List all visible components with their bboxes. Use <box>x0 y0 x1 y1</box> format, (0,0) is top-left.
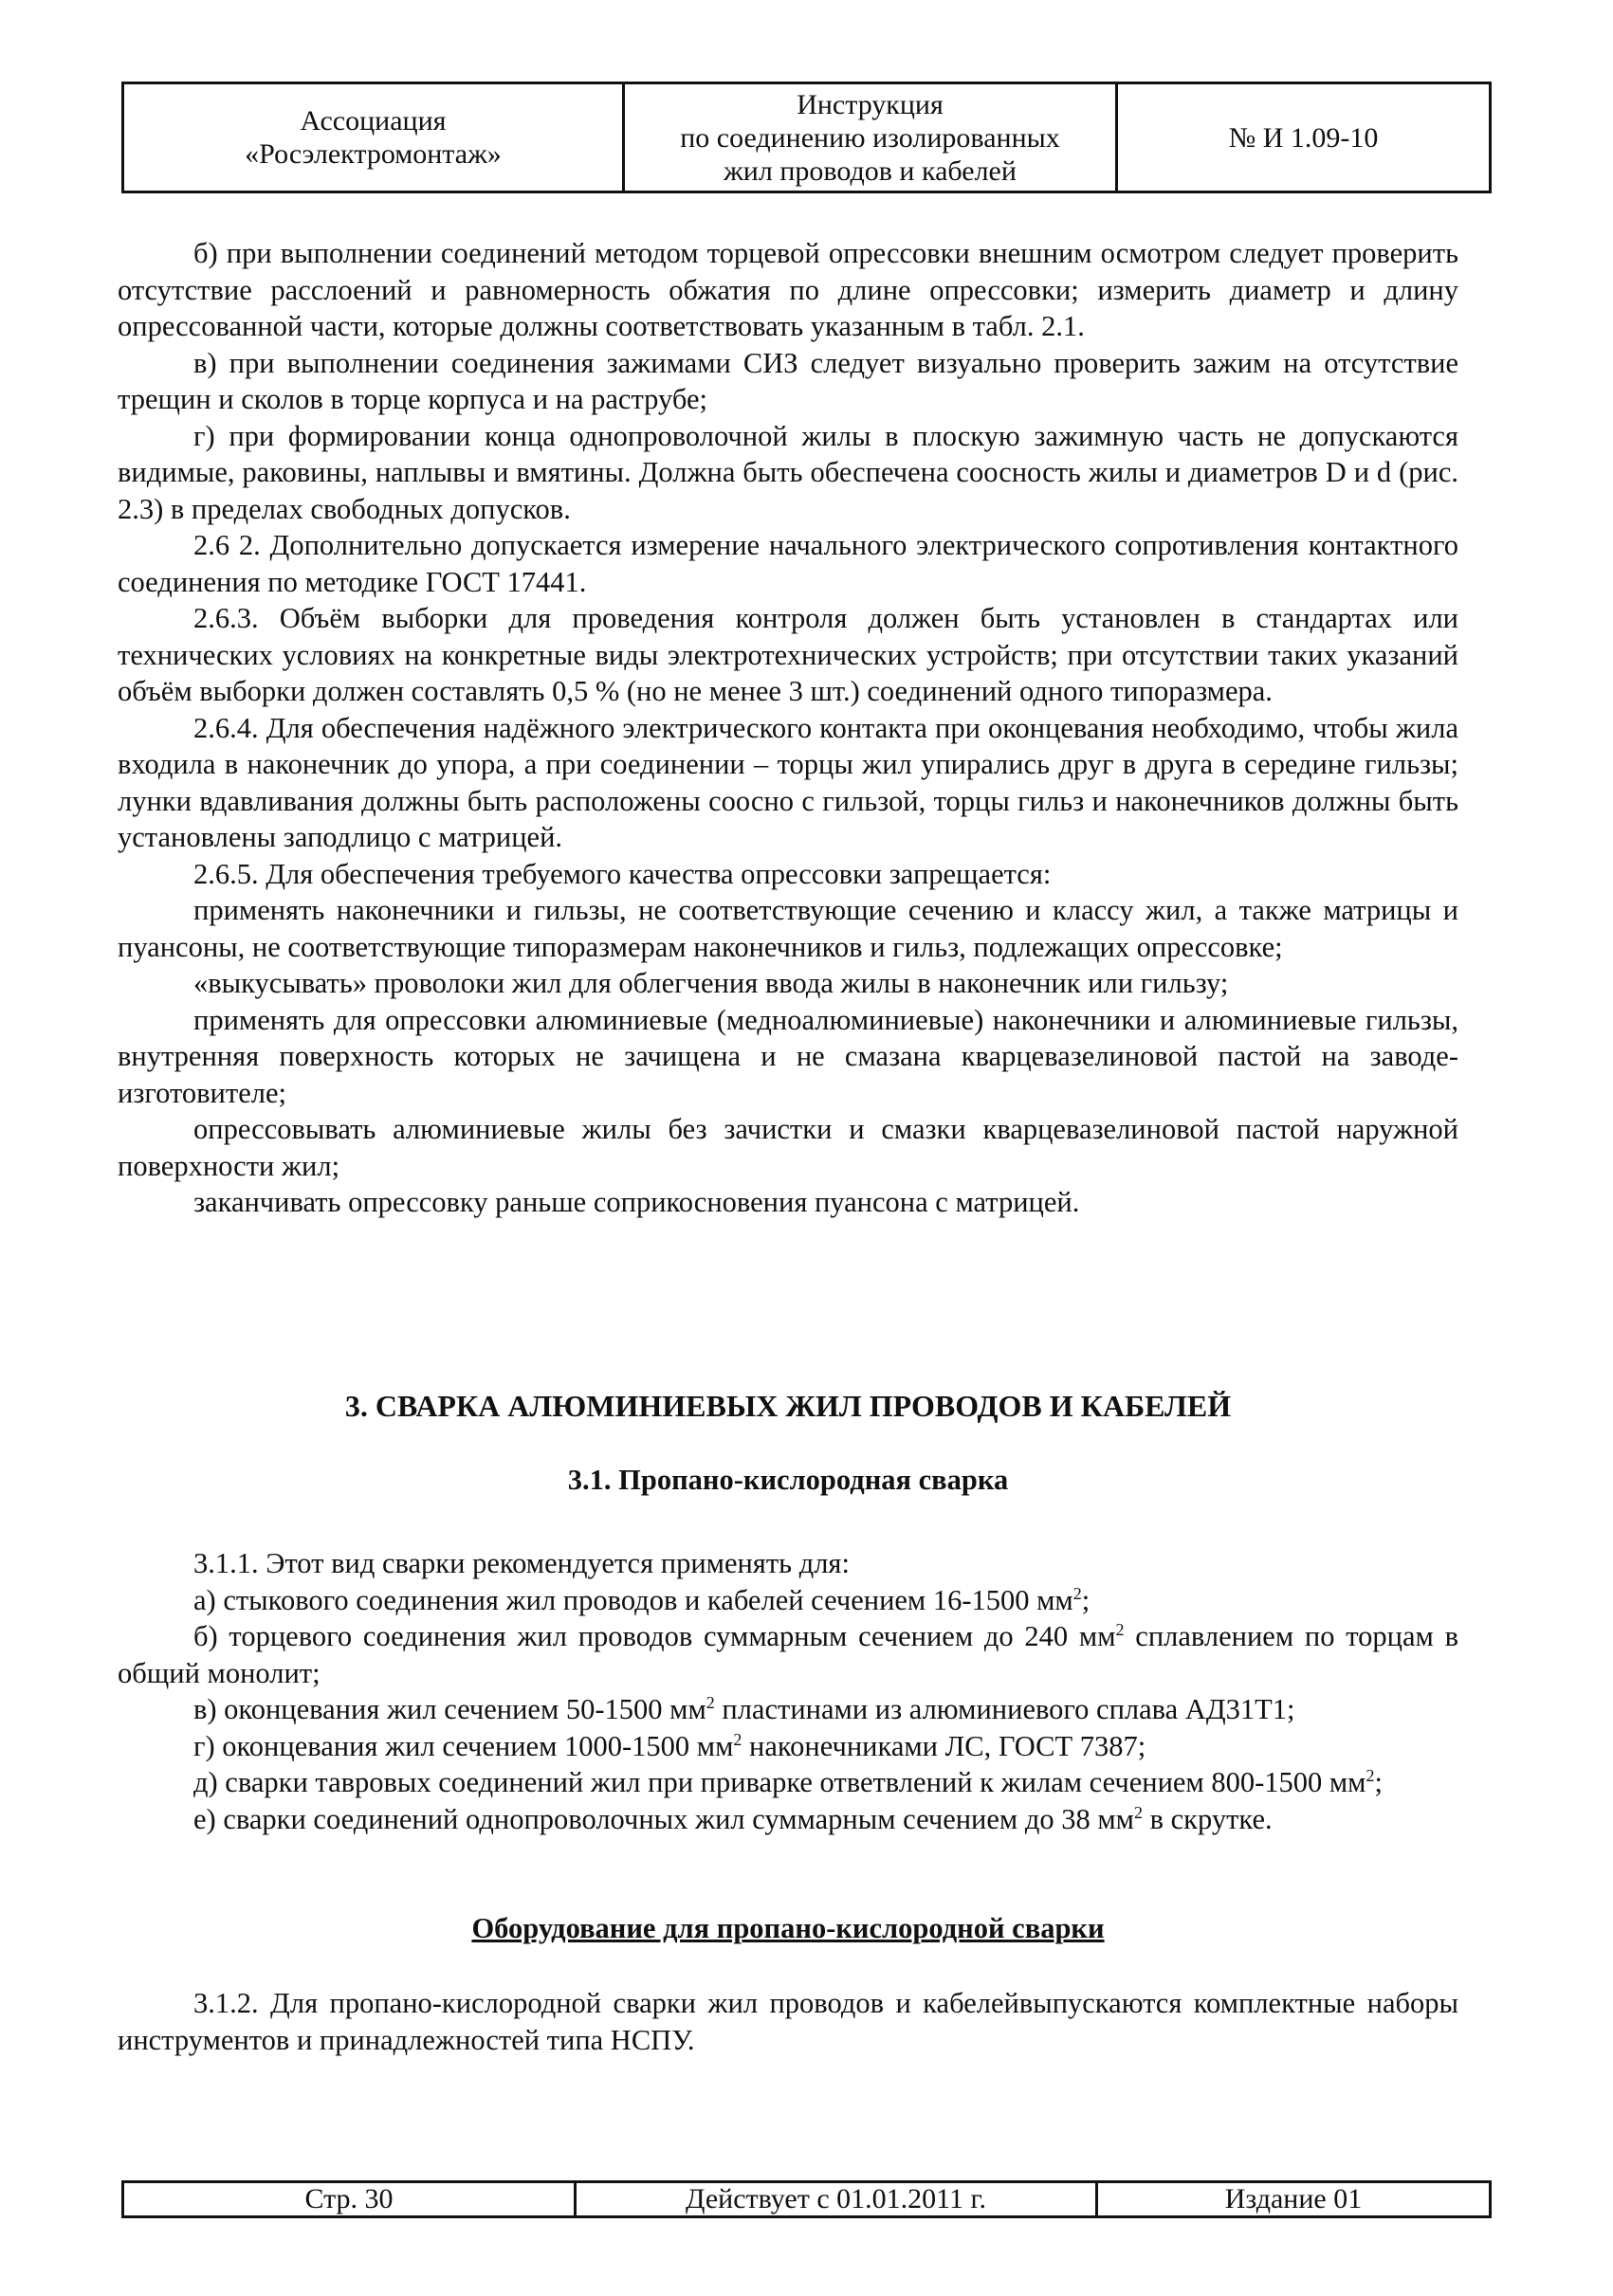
item-a-end: ; <box>1081 1583 1091 1616</box>
item-g <box>118 1728 1458 1765</box>
item-3-1-2: 3.1.2. Для пропано-кислородной сварки жил проводов и кабелейвыпускаются комплектные наборы инструментов и принадлежностей типа НСПУ. <box>118 1987 1458 2056</box>
paragraph-2-6-3: 2.6.3. Объём выборки для проведения контроля должен быть установлен в стандартах или технических условиях на конкретные виды электротехнических устройств; при отсутствии таких указаний объём выборки должен составлять 0,5 % (но не менее 3 шт.) соединений одного типоразмера. <box>118 602 1458 707</box>
paragraph-v: в) при выполнении соединения зажимами СИЗ следует визуально проверить зажим на отсутствие трещин и сколов в торце корпуса и на раструбе; <box>118 346 1458 415</box>
doc-line-2: по соединению изолированных <box>680 121 1060 154</box>
footer-valid-from: Действует с 01.01.2011 г. <box>577 2183 1098 2215</box>
item-v-text: в) оконцевания жил сечением 50-1500 мм <box>193 1693 706 1725</box>
prohibition-item-1: применять наконечники и гильзы, не соответствующие сечению и классу жил, а также матрицы и пуансоны, не соответствующие типоразмерам наконечников и гильз, подлежащих опрессовке; <box>118 894 1458 963</box>
prohibition-item-3: применять для опрессовки алюминиевые (медноалюминиевые) наконечники и алюминиевые гильзы, внутренняя поверхность которых не зачищена и не смазана кварцевазелиновой пастой на заводе-изготовителе; <box>118 1003 1458 1109</box>
header-document-number <box>1118 84 1489 191</box>
org-line-2: «Росэлектромонтаж» <box>245 138 502 170</box>
prohibition-item-5: заканчивать опрессовку раньше соприкосновения пуансона с матрицей. <box>193 1186 1080 1218</box>
paragraph-2-6-4: 2.6.4. Для обеспечения надёжного электрического контакта при оконцевания необходимо, чтобы жила входила в наконечник до упора, а при соединении – торцы жил упирались друг в друга в середине гильзы; лунки вдавливания должны быть расположены соосно с гильзой, торцы гильз и наконечников должны быть установлены заподлицо с матрицей. <box>118 711 1458 853</box>
org-line-1: Ассоциация <box>300 105 447 137</box>
item-v <box>118 1691 1458 1728</box>
paragraph-2-6-5: 2.6.5. Для обеспечения требуемого качества опрессовки запрещается: <box>193 857 1052 890</box>
superscript: 2 <box>733 1729 742 1749</box>
item-b-end: сплавлением по торцам в общий монолит; <box>118 1620 1458 1689</box>
header-organization <box>124 84 625 191</box>
prohibition-item-4: опрессовывать алюминиевые жилы без зачистки и смазки кварцевазелиновой пастой наружной поверхности жил; <box>118 1113 1458 1182</box>
item-e <box>118 1801 1458 1838</box>
item-g-end: наконечниками ЛС, ГОСТ 7387; <box>742 1729 1146 1762</box>
item-b <box>118 1618 1458 1691</box>
item-v-end: пластинами из алюминиевого сплава АД31Т1; <box>714 1693 1295 1725</box>
paragraph-2-6-2: 2.6 2. Дополнительно допускается измерение начального электрического сопротивления контактного соединения по методике ГОСТ 17441. <box>118 529 1458 598</box>
paragraph-b: б) при выполнении соединений методом торцевой опрессовки внешним осмотром следует проверить отсутствие расслоений и равномерность обжатия по длине опрессовки; измерить диаметр и длину опрессованной части, которые должны соответствовать указанным в табл. 2.1. <box>118 237 1458 342</box>
subsection-title: 3.1. Пропано-кислородная сварка <box>567 1464 1009 1496</box>
superscript: 2 <box>1133 1802 1143 1822</box>
paragraph-g: г) при формировании конца однопроволочной жилы в плоскую зажимную часть не допускаются видимые, раковины, наплывы и вмятины. Должна быть обеспечена соосность жилы и диаметров D и d (рис. 2.3) в пределах свободных допусков. <box>118 419 1458 525</box>
header-document-title <box>625 84 1118 191</box>
footer-edition: Издание 01 <box>1224 2183 1363 2214</box>
header-table <box>121 82 1492 193</box>
doc-line-1: Инструкция <box>797 88 944 120</box>
body-text <box>118 235 1458 1221</box>
footer-table <box>121 2180 1492 2218</box>
item-d-text: д) сварки тавровых соединений жил при приварке ответвлений к жилам сечением 800-1500 мм <box>193 1766 1366 1798</box>
superscript: 2 <box>1366 1765 1375 1785</box>
item-a-text: а) стыкового соединения жил проводов и кабелей сечением 16-1500 мм <box>193 1583 1073 1616</box>
item-a <box>118 1582 1458 1619</box>
item-e-end: в скрутке. <box>1142 1802 1273 1835</box>
section-title: 3. СВАРКА АЛЮМИНИЕВЫХ ЖИЛ ПРОВОДОВ И КАБЕЛЕЙ <box>344 1389 1232 1423</box>
item-d <box>118 1764 1458 1801</box>
item-g-text: г) оконцевания жил сечением 1000-1500 мм <box>193 1729 734 1762</box>
item-e-text: е) сварки соединений однопроволочных жил суммарным сечением до 38 мм <box>193 1802 1134 1835</box>
item-b-text: б) торцевого соединения жил проводов суммарным сечением до 240 мм <box>193 1620 1116 1652</box>
footer-page: Стр. 30 <box>124 2183 577 2215</box>
superscript: 2 <box>1072 1583 1082 1603</box>
item-3-1-1: 3.1.1. Этот вид сварки рекомендуется применять для: <box>193 1547 850 1579</box>
equipment-text-block <box>118 1985 1458 2058</box>
section-3-1-text <box>118 1545 1458 1837</box>
superscript: 2 <box>706 1692 715 1712</box>
doc-number: № И 1.09-10 <box>1228 121 1379 154</box>
doc-line-3: жил проводов и кабелей <box>724 155 1017 187</box>
prohibition-item-2: «выкусывать» проволоки жил для облегчения ввода жилы в наконечник или гильзу; <box>193 967 1229 999</box>
item-d-end: ; <box>1374 1766 1383 1798</box>
equipment-title: Оборудование для пропано-кислородной сварки <box>471 1912 1105 1944</box>
superscript: 2 <box>1115 1619 1125 1639</box>
